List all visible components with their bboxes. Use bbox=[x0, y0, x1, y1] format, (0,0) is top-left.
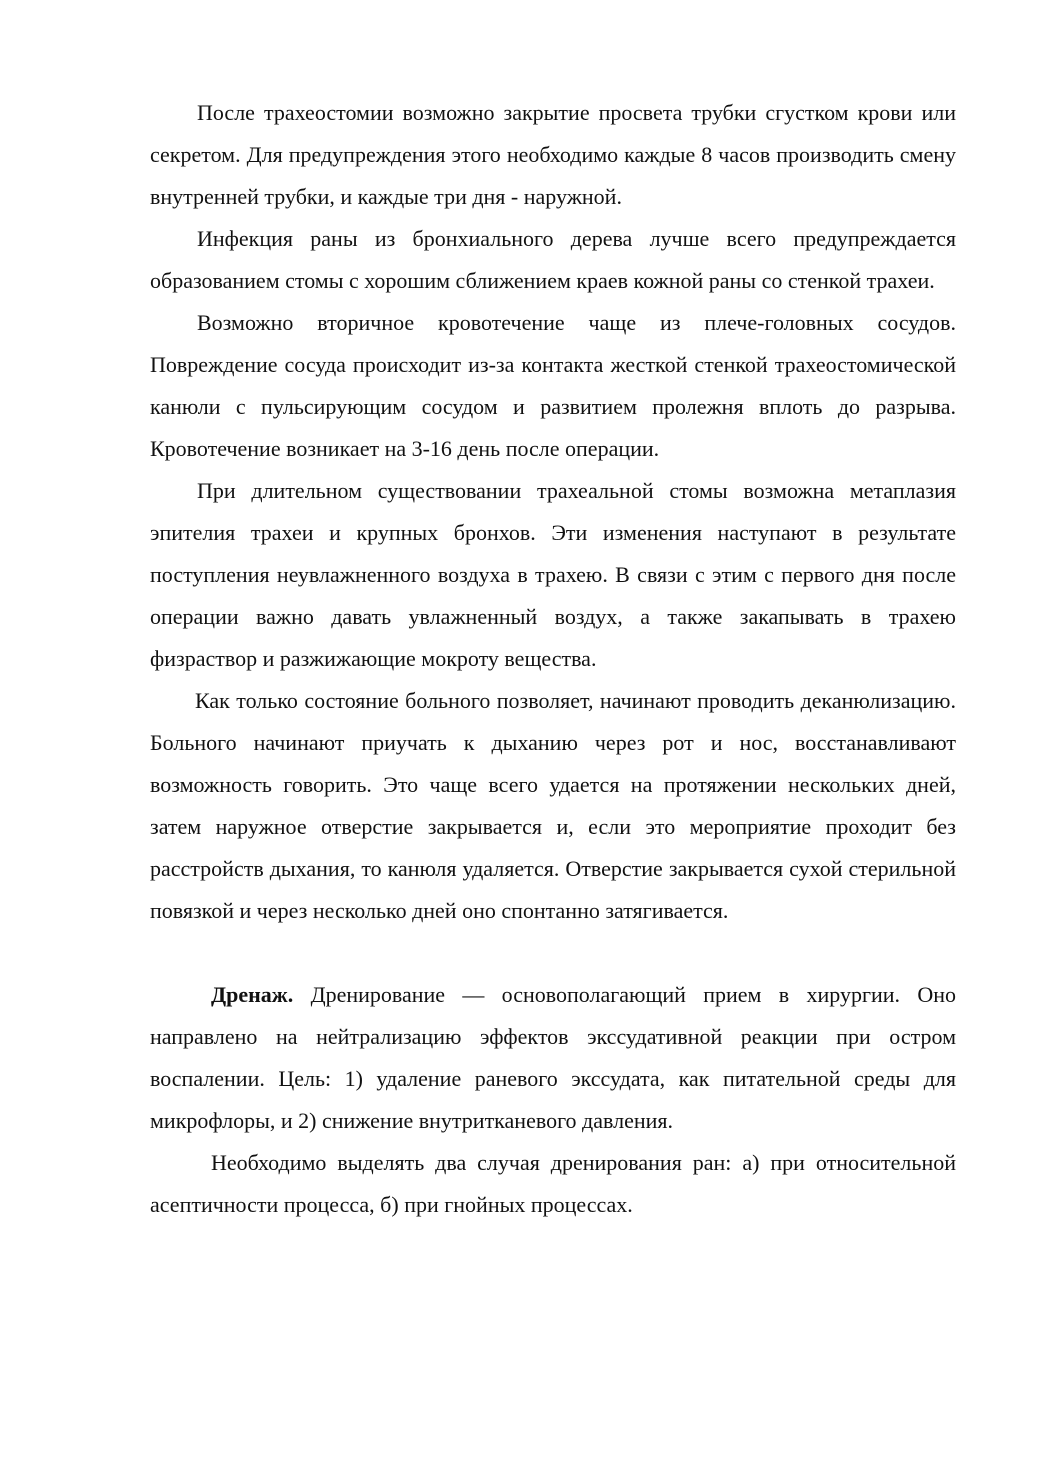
paragraph-metaplasia: При длительном существовании трахеальной стомы возможна метаплазия эпителия трахеи и крупных бронхов. Эти изменения наступают в результате поступления неувлажненного воздуха в трахею. В связи с этим с первого дня после операции важно давать увлажненный воздух, а также закапывать в трахею физраствор и разжижающие мокроту вещества. bbox=[150, 478, 956, 671]
paragraph-drainage-cases: Необходимо выделять два случая дренирования ран: а) при относительной асептичности процесса, б) при гнойных процессах. bbox=[150, 1150, 956, 1217]
paragraph-decannulation: Как только состояние больного позволяет, начинают проводить деканюлизацию. Больного начинают приучать к дыханию через рот и нос, восстанавливают возможность говорить. Это чаще всего удается на протяжении нескольких дней, затем наружное отверстие закрывается и, если это мероприятие проходит без расстройств дыхания, то канюля удаляется. Отверстие закрывается сухой стерильной повязкой и через несколько дней оно спонтанно затягивается. bbox=[150, 688, 956, 923]
drainage-heading: Дренаж. bbox=[211, 982, 294, 1007]
paragraph-secondary-bleeding: Возможно вторичное кровотечение чаще из плече-головных сосудов. Повреждение сосуда происходит из-за контакта жесткой стенкой трахеостомической канюли с пульсирующим сосудом и развитием пролежня вплоть до разрыва. Кровотечение возникает на 3-16 день после операции. bbox=[150, 310, 956, 461]
paragraph-wound-infection: Инфекция раны из бронхиального дерева лучше всего предупреждается образованием стомы с хорошим сближением краев кожной раны со стенкой трахеи. bbox=[150, 226, 956, 293]
paragraph-tube-occlusion: После трахеостомии возможно закрытие просвета трубки сгустком крови или секретом. Для предупреждения этого необходимо каждые 8 часов производить смену внутренней трубки, и каждые три дня - наружной. bbox=[150, 100, 956, 209]
paragraph-drainage bbox=[150, 974, 956, 1142]
drainage-text: Дренирование — основополагающий прием в хирургии. Оно направлено на нейтрализацию эффектов экссудативной реакции при остром воспалении. Цель: 1) удаление раневого экссудата, как питательной среды для микрофлоры, и 2) снижение внутритканевого давления. bbox=[150, 982, 956, 1133]
document-page bbox=[150, 92, 956, 1226]
